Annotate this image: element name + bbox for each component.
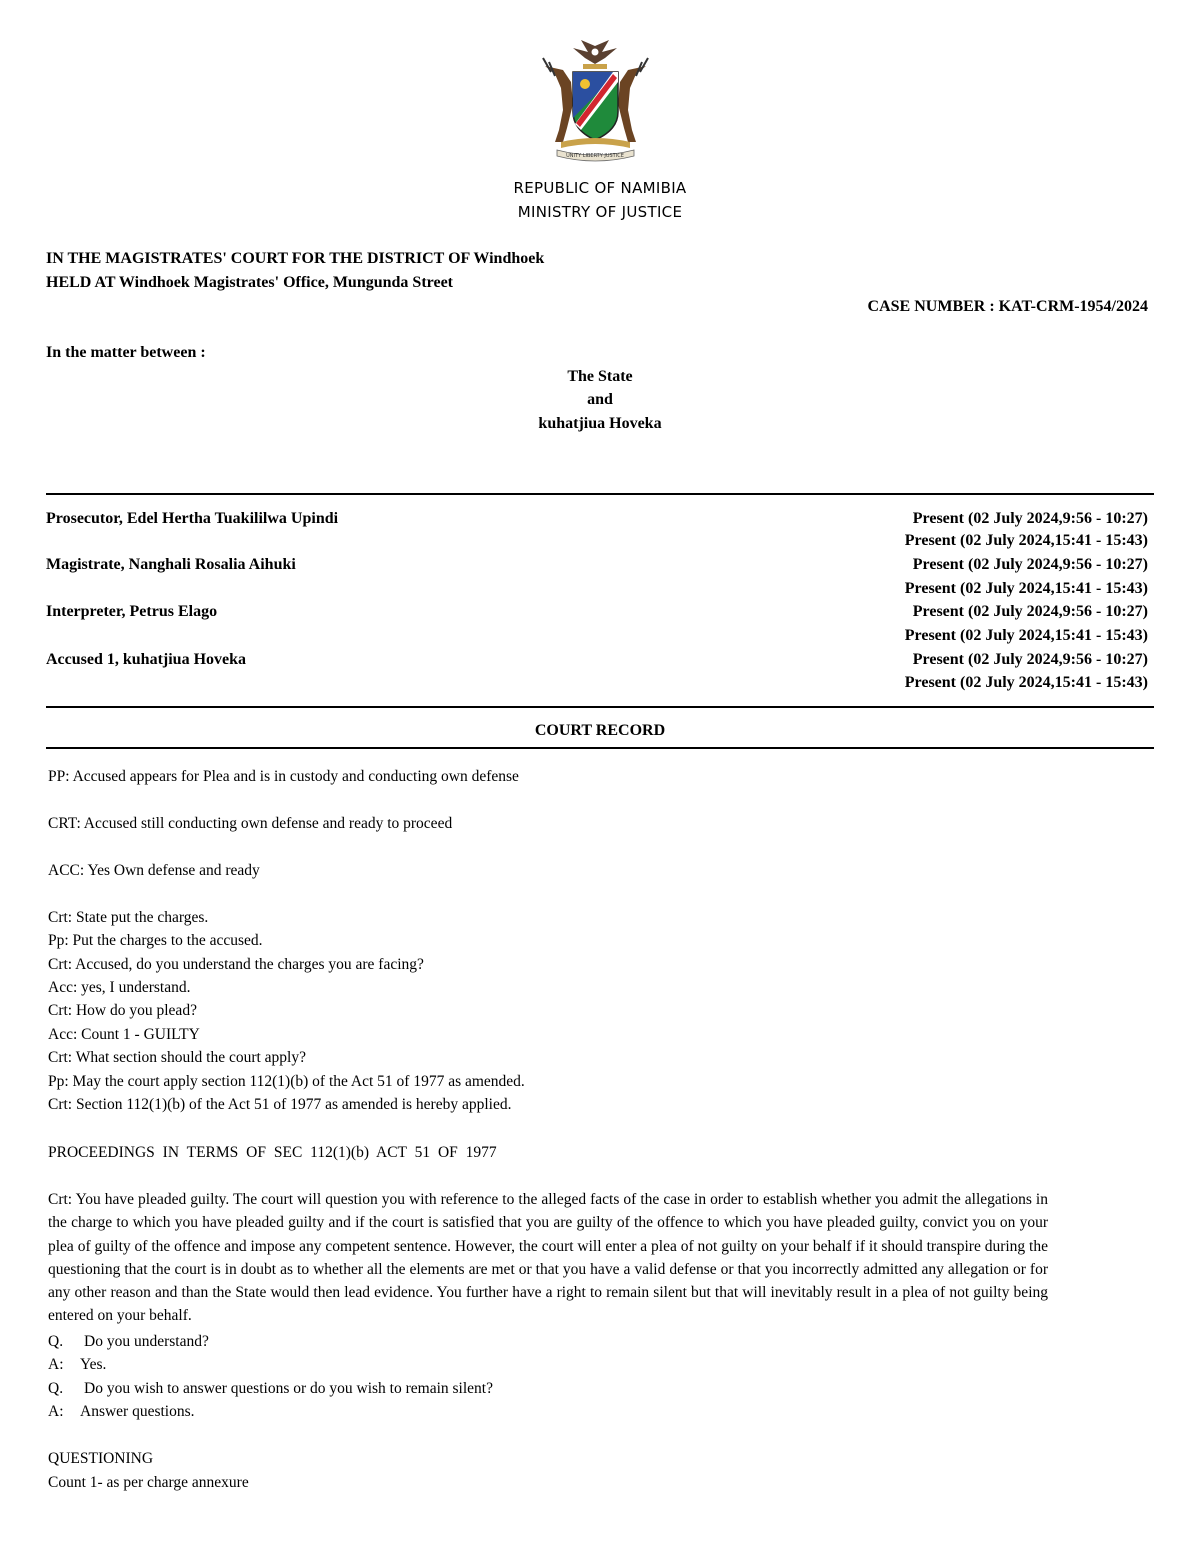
case-number: CASE NUMBER : KAT-CRM-1954/2024: [867, 298, 1148, 315]
record-line: Crt: Accused, do you understand the charges you are facing?: [48, 956, 424, 973]
attendance-role: Accused 1, kuhatjiua Hoveka: [46, 651, 247, 668]
matter-label: In the matter between :: [46, 344, 206, 361]
qa-line: [48, 1377, 1058, 1400]
divider: [46, 747, 1154, 749]
qa-line: [48, 1353, 1058, 1376]
divider: [46, 706, 1154, 708]
record-line: Pp: May the court apply section 112(1)(b) of the Act 51 of 1977 as amended.: [48, 1073, 525, 1090]
record-line: CRT: Accused still conducting own defense and ready to proceed: [48, 815, 453, 832]
qa-label: Q.: [48, 1380, 64, 1397]
qa-line: [48, 1330, 1058, 1353]
party-conjunction: and: [587, 391, 613, 408]
record-line: Pp: Put the charges to the accused.: [48, 932, 263, 949]
attendance-session: Present (02 July 2024,9:56 - 10:27): [912, 603, 1148, 620]
qa-label: A:: [48, 1403, 64, 1420]
qa-text: Do you understand?: [84, 1333, 209, 1350]
record-line: Crt: How do you plead?: [48, 1002, 197, 1019]
qa-text: Yes.: [80, 1356, 107, 1373]
coat-of-arms-icon: [533, 38, 658, 164]
record-line: Acc: yes, I understand.: [48, 979, 191, 996]
record-line: Crt: State put the charges.: [48, 909, 209, 926]
qa-text: Do you wish to answer questions or do you wish to remain silent?: [84, 1380, 493, 1397]
record-line: PP: Accused appears for Plea and is in custody and conducting own defense: [48, 768, 519, 785]
count-line: Count 1- as per charge annexure: [48, 1474, 249, 1491]
qa-label: A:: [48, 1356, 64, 1373]
proceedings-heading: PROCEEDINGS IN TERMS OF SEC 112(1)(b) ACT 51 OF 1977: [48, 1144, 497, 1161]
attendance-session: Present (02 July 2024,9:56 - 10:27): [912, 510, 1148, 527]
party-accused: kuhatjiua Hoveka: [538, 415, 662, 432]
attendance-session: Present (02 July 2024,15:41 - 15:43): [904, 627, 1148, 644]
questioning-heading: QUESTIONING: [48, 1450, 154, 1467]
record-line: Acc: Count 1 - GUILTY: [48, 1026, 200, 1043]
court-record-title: COURT RECORD: [534, 722, 666, 739]
attendance-role: Interpreter, Petrus Elago: [46, 603, 218, 620]
qa-label: Q.: [48, 1333, 64, 1350]
record-line: ACC: Yes Own defense and ready: [48, 862, 260, 879]
attendance-session: Present (02 July 2024,9:56 - 10:27): [912, 556, 1148, 573]
divider: [46, 493, 1154, 495]
record-line: Crt: Section 112(1)(b) of the Act 51 of 1977 as amended is hereby applied.: [48, 1096, 512, 1113]
qa-line: [48, 1400, 1058, 1423]
ministry-heading: MINISTRY OF JUSTICE: [517, 203, 683, 221]
attendance-session: Present (02 July 2024,15:41 - 15:43): [904, 580, 1148, 597]
attendance-session: Present (02 July 2024,15:41 - 15:43): [904, 532, 1148, 549]
svg-text:UNITY LIBERTY JUSTICE: UNITY LIBERTY JUSTICE: [566, 153, 624, 159]
attendance-session: Present (02 July 2024,15:41 - 15:43): [904, 674, 1148, 691]
qa-text: Answer questions.: [80, 1403, 195, 1420]
attendance-role: Prosecutor, Edel Hertha Tuakililwa Upindi: [46, 510, 339, 527]
court-held-at-line: HELD AT Windhoek Magistrates' Office, Mungunda Street: [46, 274, 453, 291]
explanation-paragraph: Crt: You have pleaded guilty. The court will question you with reference to the alleged facts of the case in order to establish whether you admit the allegations in the charge to which you have pleaded guilty and if the court is satisfied that you are guilty of the offence to which you have pleaded guilty, convict you on your plea of guilty of the offence and impose any competent sentence. However, the court will enter a plea of not guilty on your behalf if it should transpire during the questioning that the court is in doubt as to whether all the elements are met or that you have a valid defense or that you incorrectly admitted any allegation or for any other reason and than the State would then lead evidence. You further have a right to remain silent but that will inevitably result in a plea of not guilty being entered on your behalf.: [48, 1191, 1048, 1325]
republic-heading: REPUBLIC OF NAMIBIA: [513, 179, 687, 197]
court-district-line: IN THE MAGISTRATES' COURT FOR THE DISTRICT OF Windhoek: [46, 250, 545, 267]
party-state: The State: [567, 368, 633, 385]
attendance-session: Present (02 July 2024,9:56 - 10:27): [912, 651, 1148, 668]
record-line: Crt: What section should the court apply?: [48, 1049, 306, 1066]
attendance-role: Magistrate, Nanghali Rosalia Aihuki: [46, 556, 296, 573]
